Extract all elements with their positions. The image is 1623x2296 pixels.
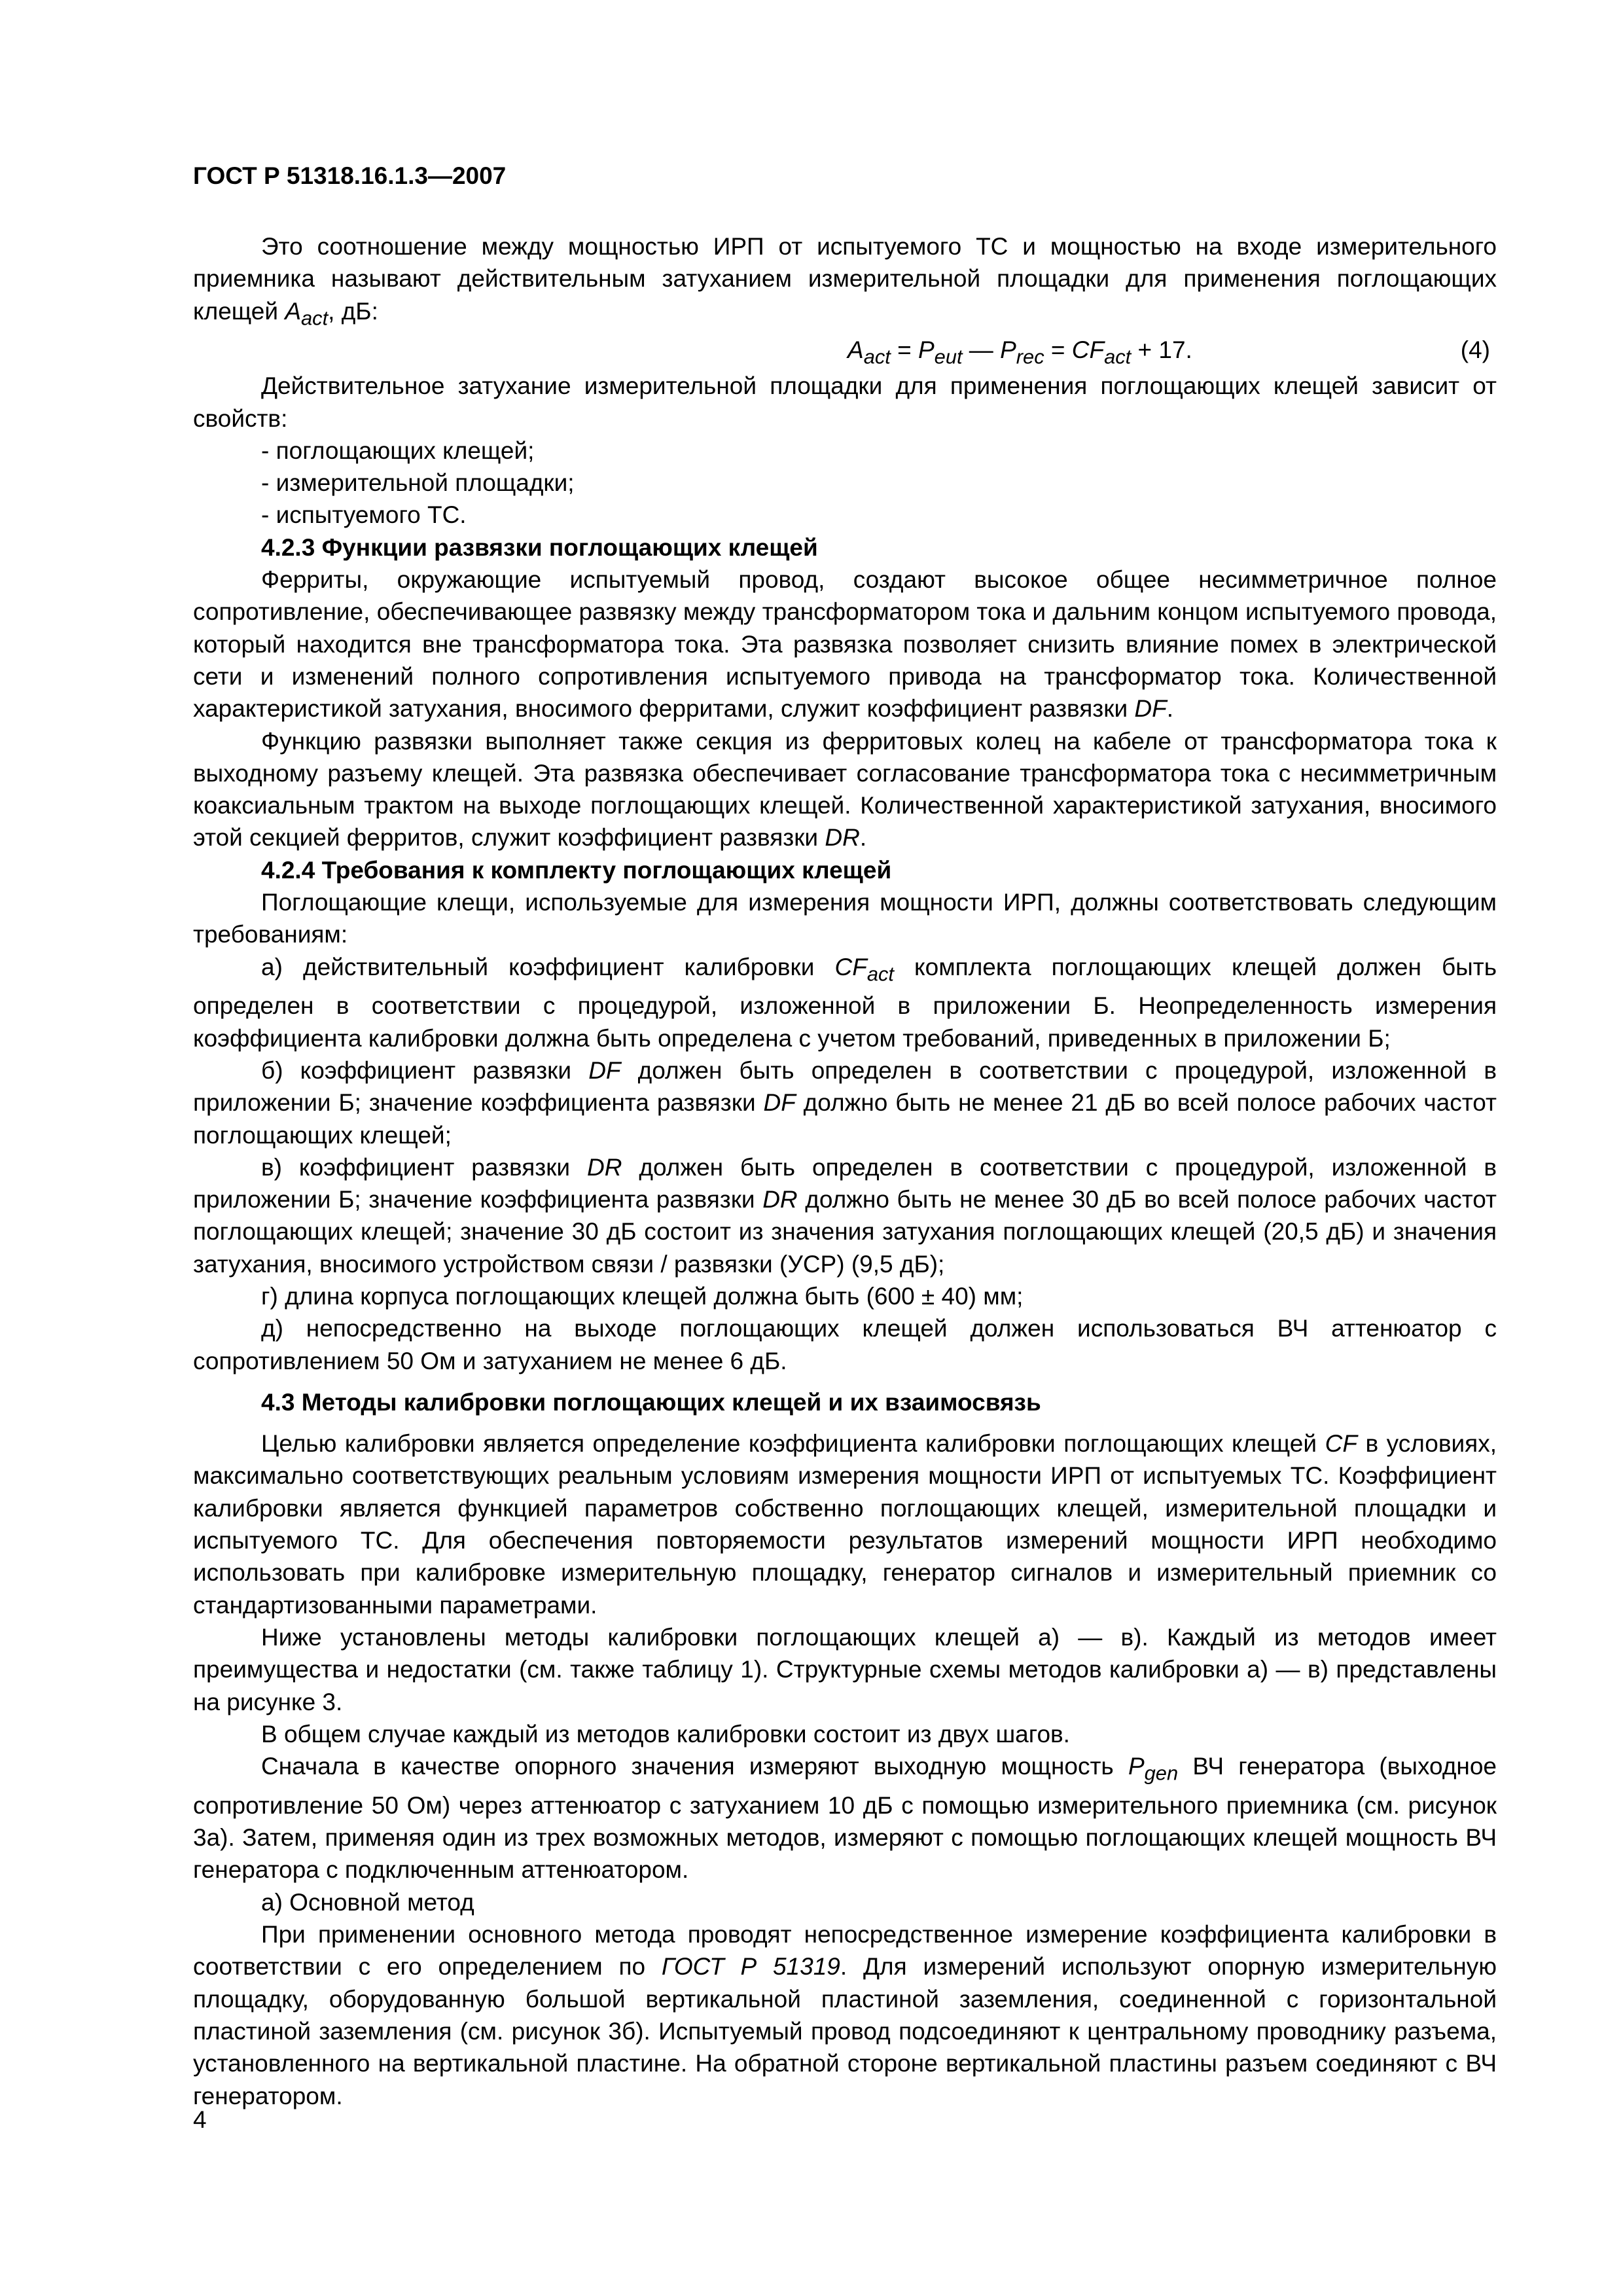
list-item: - испытуемого ТС.: [261, 501, 467, 529]
paragraph: Ниже установлены методы калибровки поглощающих клещей а) — в). Каждый из методов имеет преимущества и недостатки (см. также таблицу 1). Структурные схемы методов калибровки а) — в) представлены на рисунке 3.: [193, 1623, 1497, 1715]
formula-number: (4): [1460, 336, 1490, 364]
section-heading-4-2-4: 4.2.4 Требования к комплекту поглощающих клещей: [261, 856, 892, 884]
paragraph: Ферриты, окружающие испытуемый провод, создают высокое общее несимметричное полное сопротивление, обеспечивающее развязку между трансформатором тока и дальним концом испытуемого провода, который находится вне трансформатора тока. Эта развязка позволяет снизить влияние помех в электрической сети и изменений полного сопротивления испытуемого привода на трансформатор тока. Количественной характеристикой затухания, вносимого ферритами, служит коэффициент развязки DF.: [193, 566, 1497, 723]
formula-4: [193, 334, 1497, 370]
paragraph: Сначала в качестве опорного значения измеряют выходную мощность $P_{gen}$ ВЧ генератора (выходное сопротивление 50 Ом) через аттенюатор с затуханием 10 дБ с помощью измерительного приемника (см. рисунок 3а). Затем, применяя один из трех возможных методов, измеряют с помощью поглощающих клещей мощность ВЧ генератора с подключенным аттенюатором.: [193, 1753, 1497, 1884]
paragraph: При применении основного метода проводят непосредственное измерение коэффициента калибровки в соответствии с его определением по ГОСТ Р 51319. Для измерений используют опорную измерительную площадку, оборудованную большой вертикальной пластиной заземления, соединенной с горизонтальной пластиной заземления (см. рисунок 3б). Испытуемый провод подсоединяют к центральному проводнику разъема, установленного на вертикальной пластине. На обратной стороне вертикальной пластины разъем соединяют с ВЧ генератором.: [193, 1921, 1497, 2109]
intro-paragraph: Это соотношение между мощностью ИРП от испытуемого ТС и мощностью на входе измерительного приемника называют действительным затуханием измерительной площадки для применения поглощающих клещей $A_{act}$, дБ:: [193, 233, 1497, 329]
list-item: б) коэффициент развязки DF должен быть определен в соответствии с процедурой, изложенной в приложении Б; значение коэффициента развязки DF должно быть не менее 21 дБ во всей полосе рабочих частот поглощающих клещей;: [193, 1056, 1497, 1149]
list-item: г) длина корпуса поглощающих клещей должна быть (600 ± 40) мм;: [261, 1282, 1024, 1310]
paragraph: Функцию развязки выполняет также секция из ферритовых колец на кабеле от трансформатора тока к выходному разъему клещей. Эта развязка обеспечивает согласование трансформатора тока с несимметричным коаксиальным трактом на выходе поглощающих клещей. Количественной характеристикой затухания, вносимого этой секцией ферритов, служит коэффициент развязки DR.: [193, 727, 1497, 852]
list-item: а) действительный коэффициент калибровки $CF_{act}$ комплекта поглощающих клещей должен быть определен в соответствии с процедурой, изложенной в приложении Б. Неопределенность измерения коэффициента калибровки должна быть определена с учетом требований, приведенных в приложении Б;: [193, 953, 1497, 1052]
list-item: - поглощающих клещей;: [261, 437, 535, 464]
paragraph: В общем случае каждый из методов калибровки состоит из двух шагов.: [261, 1720, 1070, 1748]
list-item: - измерительной площадки;: [261, 469, 575, 497]
paragraph: а) Основной метод: [261, 1888, 474, 1916]
list-item: в) коэффициент развязки DR должен быть определен в соответствии с процедурой, изложенной в приложении Б; значение коэффициента развязки DR должно быть не менее 30 дБ во всей полосе рабочих частот поглощающих клещей; значение 30 дБ состоит из значения затухания поглощающих клещей (20,5 дБ) и значения затухания, вносимого устройством связи / развязки (УСР) (9,5 дБ);: [193, 1153, 1497, 1278]
standard-title: ГОСТ Р 51318.16.1.3—2007: [193, 162, 507, 189]
paragraph: Поглощающие клещи, используемые для измерения мощности ИРП, должны соответствовать следующим требованиям:: [193, 889, 1497, 948]
standard-reference: ГОСТ Р 51319: [661, 1953, 840, 1981]
page-number: 4: [193, 2106, 207, 2133]
page-body: [193, 230, 1497, 2112]
paragraph: Целью калибровки является определение коэффициента калибровки поглощающих клещей CF в условиях, максимально соответствующих реальным условиям измерения мощности ИРП от испытуемых ТС. Коэффициент калибровки является функцией параметров собственно поглощающих клещей, измерительной площадки и испытуемого ТС. Для обеспечения повторяемости результатов измерений мощности ИРП необходимо использовать при калибровке измерительную площадку, генератор сигналов и измерительный приемник со стандартизованными параметрами.: [193, 1430, 1497, 1619]
list-item: д) непосредственно на выходе поглощающих клещей должен использоваться ВЧ аттенюатор с сопротивлением 50 Ом и затуханием не менее 6 дБ.: [193, 1315, 1497, 1374]
section-heading-4-3: 4.3 Методы калибровки поглощающих клещей и их взаимосвязь: [261, 1388, 1041, 1416]
formula-expression: $A_{act} = P_{eut}$ — $P_{rec} = CF_{act} + 17$.: [847, 336, 1192, 368]
section-heading-4-2-3: 4.2.3 Функции развязки поглощающих клещей: [261, 533, 818, 561]
paragraph: Действительное затухание измерительной площадки для применения поглощающих клещей зависит от свойств:: [193, 372, 1497, 432]
